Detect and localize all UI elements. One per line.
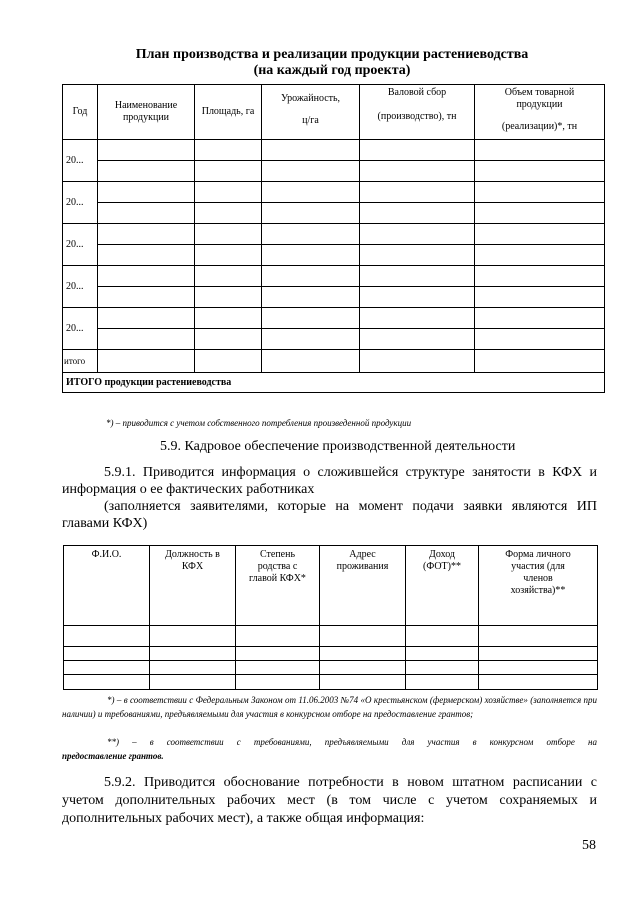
header-commodity-volume: Объем товарной продукции (реализации)*, тн bbox=[475, 85, 605, 140]
table1-footnote: *) – приводится с учетом собственного потребления произведенной продукции bbox=[106, 418, 412, 428]
crop-production-table bbox=[62, 84, 605, 393]
grand-total-label: ИТОГО продукции растениеводства bbox=[63, 373, 605, 393]
section-5-9-1-text: 5.9.1. Приводится информация о сложившейся структуре занятости в КФХ и информация о ее фактических работниках bbox=[62, 465, 597, 497]
header-year: Год bbox=[63, 85, 98, 140]
year-cell: 20... bbox=[63, 308, 98, 350]
header-full-name: Ф.И.О. bbox=[64, 546, 150, 626]
employees-table bbox=[63, 545, 598, 690]
header-kinship: Степень родства с главой КФХ* bbox=[236, 546, 320, 626]
page-title bbox=[62, 47, 602, 79]
header-gross-harvest: Валовой сбор (производство), тн bbox=[360, 85, 475, 140]
section-5-9-2-text: 5.9.2. Приводится обоснование потребности в новом штатном расписании с учетом дополнительных рабочих мест (в том числе с учетом сохраняемых и дополнительных рабочих мест), а также общая информация: bbox=[62, 775, 597, 826]
table2-footnote-2: **) – в соответствии с требованиями, предъявляемыми для участия в конкурсном отборе на предоставление грантов. bbox=[62, 737, 597, 761]
year-cell: 20... bbox=[63, 182, 98, 224]
header-product-name: Наименование продукции bbox=[98, 85, 195, 140]
total-label: итого bbox=[63, 350, 98, 373]
header-income: Доход (ФОТ)** bbox=[406, 546, 479, 626]
header-participation: Форма личного участия (для членов хозяйства)** bbox=[479, 546, 598, 626]
table2-footnote-1: *) – в соответствии с Федеральным Законом от 11.06.2003 №74 «О крестьянском (фермерском) хозяйстве» (заполняется при наличии) и требованиями, предъявляемыми для участия в конкурсном отборе на предоставление грантов; bbox=[62, 695, 597, 719]
year-cell: 20... bbox=[63, 266, 98, 308]
title-line-1: План производства и реализации продукции растениеводства bbox=[135, 47, 529, 62]
title-line-2: (на каждый год проекта) bbox=[253, 63, 411, 78]
header-area: Площадь, га bbox=[195, 85, 262, 140]
year-cell: 20... bbox=[63, 140, 98, 182]
section-5-9-heading: 5.9. Кадровое обеспечение производственной деятельности bbox=[160, 439, 516, 454]
section-5-9-1-note: (заполняется заявителями, которые на момент подачи заявки являются ИП главами КФХ) bbox=[62, 499, 597, 531]
header-yield: Урожайность, ц/га bbox=[262, 85, 360, 140]
header-position: Должность в КФХ bbox=[150, 546, 236, 626]
header-address: Адрес проживания bbox=[320, 546, 406, 626]
page-number: 58 bbox=[582, 838, 596, 853]
year-cell: 20... bbox=[63, 224, 98, 266]
